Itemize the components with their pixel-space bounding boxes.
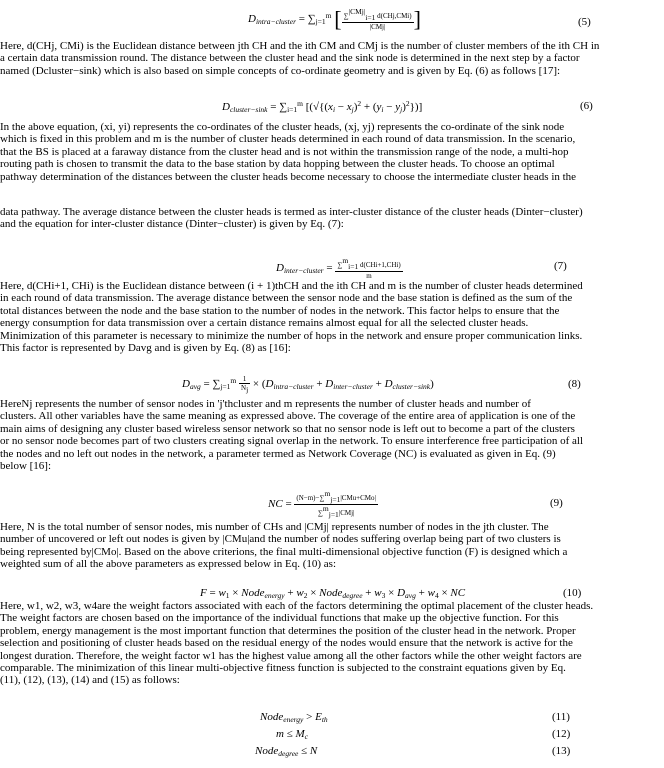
equation-5: $D_{intra-cluster} = \sum_{j=1}^m$ [ $\frac{\text{∑|CMj|i=1 d(CHj,CMi)}}{\text{|CMj|}}$ ]	[248, 6, 421, 32]
text-line: This factor is represented by Davg and is given by Eq. (8) as [16]:	[0, 342, 291, 355]
paragraph-4	[0, 398, 654, 472]
equation-6-number: (6)	[580, 100, 593, 112]
text-line: pathway determination of the distances between the cluster heads become necessary to choose the intermediate cluster heads in the	[0, 170, 577, 183]
text-line: which is fixed in this problem and m is the number of cluster heads determined in each round of data transmission. In the scenario,	[0, 133, 576, 146]
equation-7-number: (7)	[554, 260, 567, 272]
text-line: Here, d(CHj, CMi) is the Euclidean distance between jth CH and the ith CM and CMj is the number of cluster members of the ith CH in	[0, 40, 600, 52]
equation-12-number: (12)	[552, 728, 571, 740]
text-line: or no sensor node becomes part of two clusters creating signal overlap in the network. To ensure interference free participation of all	[0, 435, 584, 448]
equation-9: NC = $\frac{\text{(N−m)−∑mj=1|CMu+CMo|}}{\text{∑mj=1|CMj|}}$	[268, 489, 376, 519]
text-line: being represented by|CMo|. Based on the above criterions, the final multi-dimensional objective function (F) is designed which a	[0, 545, 568, 558]
text-line: main aims of designing any cluster based wireless sensor network so that no sensor node is left out to become a part of the clusters	[0, 422, 575, 435]
equation-10-number: (10)	[563, 587, 582, 599]
text-line: energy consumption for data transmission over a certain distance remains almost equal for all the selected cluster heads.	[0, 317, 529, 330]
text-line: number of uncovered or left out nodes is given by |CMu|and the number of nodes suffering overlap being part of two clusters is	[0, 533, 561, 546]
text-line: that the BS is placed at a faraway distance from the cluster head and is not within the transmission range of the node, a multi-hop	[0, 145, 569, 158]
paragraph-2b	[0, 206, 654, 231]
equation-8: $D_{avg} = \sum_{j=1}^m$ $\frac{1}{Nj}$ × $(D_{intra-cluster} + D_{inter-cluster} + D_{cluster-sink})$	[182, 375, 434, 394]
text-line: below [16]:	[0, 460, 52, 473]
text-line: HereNj represents the number of sensor nodes in 'j'thcluster and m represents the number of cluster heads and number of	[0, 398, 531, 410]
text-line: routing path is chosen to transmit the data to the base station by data hopping between the cluster heads. To choose an optimal	[0, 158, 555, 171]
text-line: the nodes and no left out nodes in the network, a parameter termed as Network Coverage (NC) is evaluated as given in Eq. (9)	[0, 447, 556, 460]
equation-13-number: (13)	[552, 745, 571, 757]
equation-7: $D_{inter-cluster}$ = $\frac{\text{∑mi=1 d(CHi+1,CHi)}}{m}$	[276, 256, 401, 280]
text-line: data pathway. The average distance between the cluster heads is termed as inter-cluster distance of the cluster heads (Dinter−cluster)	[0, 206, 583, 218]
text-line: In the above equation, (xi, yi) represents the co-ordinates of the cluster heads, (xj, yj) represents the co-ordinate of the sink node	[0, 121, 565, 133]
equation-5-number: (5)	[578, 16, 591, 28]
text-line: and the equation for inter-cluster distance (Dinter−cluster) is given by Eq. (7):	[0, 218, 344, 231]
equation-11: Node$_{energy}$ > $E_{th}$	[260, 711, 328, 724]
equation-9-number: (9)	[550, 497, 563, 509]
text-line: longest duration. Therefore, the weight factor w1 has the highest value among all the other factors while the other weight factors are	[0, 649, 582, 662]
paragraph-1	[0, 40, 654, 77]
paragraph-2	[0, 121, 654, 183]
text-line: weighted sum of all the above parameters as expressed below in Eq. (10) as:	[0, 558, 337, 571]
text-line: The weight factors are chosen based on the importance of the individual functions that make up the objective function. For this	[0, 612, 559, 625]
text-line: total distances between the node and the base station to the number of nodes in the network. This factor helps to ensure that the	[0, 304, 560, 317]
text-line: selection and positioning of cluster heads based on the residual energy of the nodes would ensure that the network is active for the	[0, 637, 573, 650]
text-line: comparable. The minimization of this linear multi-objective fitness function is subjected to the constraint equations given by Eq.	[0, 662, 566, 675]
text-line: a certain data transmission round. The distance between the cluster head and the sink node is determined in the next step by a factor	[0, 52, 580, 65]
text-line: named (Dcluster−sink) which is also based on simple concepts of co-ordinate geometry and is given by Eq. (6) as follows [17]:	[0, 64, 561, 77]
text-line: Here, w1, w2, w3, w4are the weight factors associated with each of the factors determining the optimal placement of the cluster heads.	[0, 600, 594, 612]
text-line: Here, N is the total number of sensor nodes, mis number of CHs and |CMj| represents number of nodes in the jth cluster. The	[0, 521, 549, 533]
paragraph-5	[0, 521, 654, 571]
equation-8-number: (8)	[568, 378, 581, 390]
text-line: problem, energy management is the most important function that determines the position of the cluster head in the network. Proper	[0, 624, 576, 637]
equation-6: $D_{cluster-sink} = \sum_{i=1}^m$ $[(√\{(x_i - x_j)^2 + (y_i - y_j)^2\})]$	[222, 99, 423, 114]
text-line: Minimization of this parameter is necessary to minimize the number of hops in the network and ensure proper communication links.	[0, 329, 583, 342]
equation-10: $F = w_1$ × Node$_{energy}$ + $w_2$ × Node$_{degree}$ + $w_3 \times D_{avg} + w_4$ × NC	[200, 587, 466, 600]
equation-11-number: (11)	[552, 711, 570, 723]
equation-13: Node$_{degree}$ ≤ N	[255, 745, 318, 758]
equation-12: $m \le M_c$	[276, 728, 309, 741]
text-line: Here, d(CHi+1, CHi) is the Euclidean distance between (i + 1)thCH and the ith CH and m is the number of cluster heads determined	[0, 280, 583, 292]
paragraph-3	[0, 280, 654, 354]
text-line: (11), (12), (13), (14) and (15) as follows:	[0, 674, 180, 687]
text-line: in each round of data transmission. The average distance between the sensor node and the base station is defined as the sum of the	[0, 292, 573, 305]
paragraph-6	[0, 600, 654, 687]
text-line: clusters. All other variables have the same meaning as expressed above. The coverage of the entire area of application is one of the	[0, 410, 576, 423]
